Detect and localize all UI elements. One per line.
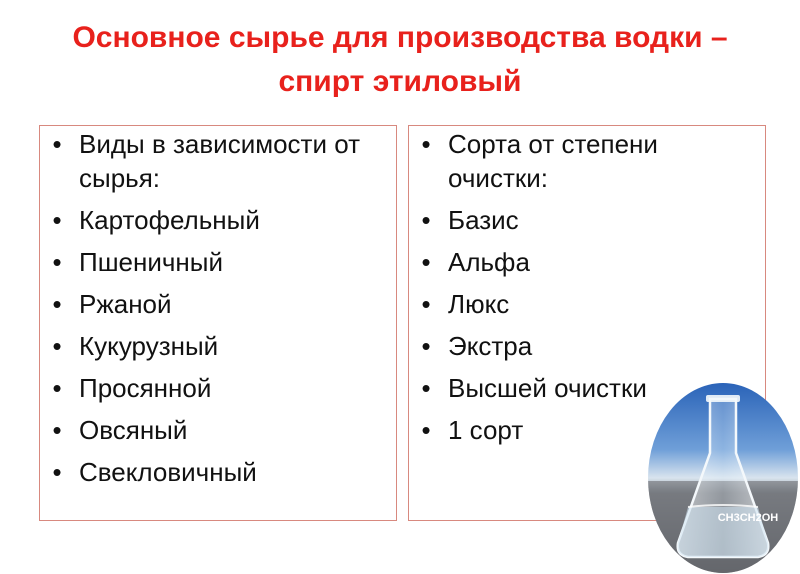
list-item bbox=[40, 455, 396, 489]
bullet-icon: • bbox=[52, 457, 62, 487]
list-item-text: Овсяный bbox=[79, 415, 188, 445]
list-item bbox=[409, 203, 765, 237]
list-item bbox=[40, 371, 396, 405]
list-item-text: Экстра bbox=[448, 331, 533, 361]
list-item bbox=[40, 127, 396, 195]
list-item bbox=[40, 329, 396, 363]
list-item-text: Картофельный bbox=[79, 205, 260, 235]
bullet-icon: • bbox=[421, 129, 431, 159]
bullet-icon: • bbox=[421, 415, 431, 445]
bullet-icon: • bbox=[52, 331, 62, 361]
list-item-text: Кукурузный bbox=[79, 331, 219, 361]
bullet-icon: • bbox=[52, 247, 62, 277]
erlenmeyer-flask-icon bbox=[648, 383, 798, 573]
bullet-icon: • bbox=[52, 415, 62, 445]
list-item-text: Люкс bbox=[448, 289, 510, 319]
list-item bbox=[409, 287, 765, 321]
list-item bbox=[409, 127, 765, 195]
bullet-icon: • bbox=[52, 289, 62, 319]
flask-photo bbox=[648, 383, 798, 573]
list-item-text: Ржаной bbox=[79, 289, 172, 319]
list-item-text: Альфа bbox=[448, 247, 530, 277]
bullet-icon: • bbox=[421, 373, 431, 403]
title-line-1: Основное сырье для производства водки – bbox=[72, 21, 728, 54]
bullet-icon: • bbox=[52, 129, 62, 159]
list-item bbox=[409, 329, 765, 363]
list-item-text: Свекловичный bbox=[79, 457, 257, 487]
formula-label: CH3CH2OH bbox=[717, 512, 779, 524]
list-item-text: Просянной bbox=[79, 373, 212, 403]
list-item bbox=[40, 245, 396, 279]
list-item-text: Виды в зависимости от сырья: bbox=[79, 129, 361, 193]
raw-material-types-panel bbox=[39, 125, 397, 521]
bullet-icon: • bbox=[421, 331, 431, 361]
list-item-text: Пшеничный bbox=[79, 247, 224, 277]
bullet-icon: • bbox=[52, 373, 62, 403]
list-item-text: Сорта от степени очистки: bbox=[448, 129, 658, 193]
raw-material-types-list bbox=[40, 126, 396, 489]
list-item-text: Базис bbox=[448, 205, 519, 235]
bullet-icon: • bbox=[421, 205, 431, 235]
title-line-2: спирт этиловый bbox=[278, 65, 522, 98]
list-item bbox=[409, 245, 765, 279]
list-item-text: 1 сорт bbox=[448, 415, 524, 445]
list-item-text: Высшей очистки bbox=[448, 373, 647, 403]
list-item bbox=[40, 413, 396, 447]
bullet-icon: • bbox=[52, 205, 62, 235]
list-item bbox=[40, 287, 396, 321]
list-item bbox=[40, 203, 396, 237]
slide-title bbox=[0, 16, 800, 104]
bullet-icon: • bbox=[421, 289, 431, 319]
bullet-icon: • bbox=[421, 247, 431, 277]
